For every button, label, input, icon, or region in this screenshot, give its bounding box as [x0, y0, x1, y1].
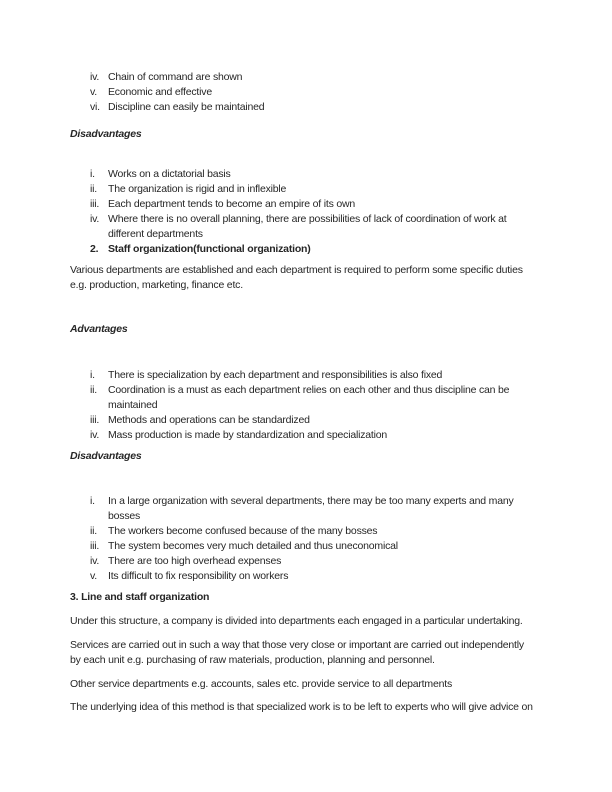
text-line: Staff organization(functional organization) — [108, 243, 311, 255]
heading-disadvantages-line-organization: Disadvantages — [70, 128, 142, 140]
list-item-text — [108, 70, 612, 85]
list-item-text — [108, 182, 612, 197]
list-item — [70, 368, 612, 383]
text-line: The system becomes very much detailed and thus uneconomical — [108, 540, 398, 552]
list-item-marker: v. — [90, 570, 97, 582]
list-item-marker: ii. — [90, 525, 97, 537]
text-line: bosses — [108, 510, 141, 522]
line-staff-paragraph-2 — [70, 638, 612, 668]
heading-advantages-staff-organization: Advantages — [70, 323, 128, 335]
text-line: Under this structure, a company is divided into departments each engaged in a particular undertaking. — [70, 615, 523, 627]
heading-disadvantages-staff-organization: Disadvantages — [70, 450, 142, 462]
list-item-text — [108, 242, 612, 257]
text-line: Where there is no overall planning, there are possibilities of lack of coordination of work at — [108, 213, 507, 225]
staff-organization-intro-paragraph — [70, 263, 612, 293]
text-line: The underlying idea of this method is that specialized work is to be left to experts who will give advice on — [70, 701, 533, 713]
text-line: Its difficult to fix responsibility on workers — [108, 570, 289, 582]
list-item-text — [108, 524, 612, 539]
advantages-line-list-tail — [70, 70, 612, 115]
text-line: maintained — [108, 399, 158, 411]
list-item-text — [108, 428, 612, 443]
list-item-text — [108, 85, 612, 100]
list-item — [70, 167, 612, 182]
text-line: Chain of command are shown — [108, 71, 243, 83]
list-item-text — [108, 494, 612, 524]
list-item-text — [108, 197, 612, 212]
list-item-marker: vi. — [90, 101, 100, 113]
list-item-text — [108, 383, 612, 413]
list-item-marker: v. — [90, 86, 97, 98]
line-staff-paragraph-4 — [70, 700, 612, 715]
text-line: Mass production is made by standardization and specialization — [108, 429, 388, 441]
advantages-staff-list — [70, 368, 612, 443]
list-item-marker: iv. — [90, 429, 100, 441]
text-line: Various departments are established and each department is required to perform some specific duties — [70, 264, 523, 276]
list-item-text — [108, 100, 612, 115]
list-item-marker: i. — [90, 495, 95, 507]
list-item-marker: ii. — [90, 183, 97, 195]
list-item — [70, 494, 612, 524]
list-item-text — [108, 539, 612, 554]
heading-line-and-staff-organization: 3. Line and staff organization — [70, 591, 210, 603]
text-line: Discipline can easily be maintained — [108, 101, 265, 113]
disadvantages-staff-list — [70, 494, 612, 584]
text-line: In a large organization with several departments, there may be too many experts and many — [108, 495, 514, 507]
text-line: Coordination is a must as each department relies on each other and thus discipline can be — [108, 384, 510, 396]
text-line: There is specialization by each department and responsibilities is also fixed — [108, 369, 443, 381]
text-line: Each department tends to become an empire of its own — [108, 198, 355, 210]
text-line: Economic and effective — [108, 86, 212, 98]
list-item-marker: iv. — [90, 555, 100, 567]
list-item — [70, 85, 612, 100]
list-item — [70, 554, 612, 569]
list-item-text — [108, 212, 612, 242]
list-item — [70, 197, 612, 212]
list-item — [70, 413, 612, 428]
list-item-text — [108, 368, 612, 383]
text-line: Other service departments e.g. accounts, sales etc. provide service to all departments — [70, 678, 452, 690]
list-item — [70, 182, 612, 197]
list-item — [70, 100, 612, 115]
list-item — [70, 212, 612, 242]
text-line: different departments — [108, 228, 203, 240]
list-item — [70, 539, 612, 554]
text-line: The workers become confused because of the many bosses — [108, 525, 378, 537]
list-item-text — [108, 167, 612, 182]
text-line: Works on a dictatorial basis — [108, 168, 231, 180]
list-item — [70, 569, 612, 584]
text-line: There are too high overhead expenses — [108, 555, 282, 567]
list-item-text — [108, 554, 612, 569]
list-item-marker: i. — [90, 168, 95, 180]
list-item-text — [108, 413, 612, 428]
text-line: Methods and operations can be standardized — [108, 414, 310, 426]
text-line: e.g. production, marketing, finance etc. — [70, 279, 243, 291]
text-line: by each unit e.g. purchasing of raw materials, production, planning and personnel. — [70, 654, 435, 666]
list-item-marker: 2. — [90, 243, 99, 255]
list-item — [70, 383, 612, 413]
disadvantages-line-list — [70, 167, 612, 257]
text-line: The organization is rigid and in inflexible — [108, 183, 287, 195]
list-item — [70, 428, 612, 443]
list-item-marker: ii. — [90, 384, 97, 396]
list-item — [70, 70, 612, 85]
list-item-marker: iii. — [90, 414, 100, 426]
list-item-marker: iv. — [90, 213, 100, 225]
list-item-marker: iv. — [90, 71, 100, 83]
list-item-marker: i. — [90, 369, 95, 381]
list-item-marker: iii. — [90, 540, 100, 552]
list-item — [70, 242, 612, 257]
line-staff-paragraph-3 — [70, 677, 612, 692]
line-staff-paragraph-1 — [70, 614, 612, 629]
list-item-marker: iii. — [90, 198, 100, 210]
list-item-text — [108, 569, 612, 584]
text-line: Services are carried out in such a way that those very close or important are carried out independently — [70, 639, 524, 651]
list-item — [70, 524, 612, 539]
